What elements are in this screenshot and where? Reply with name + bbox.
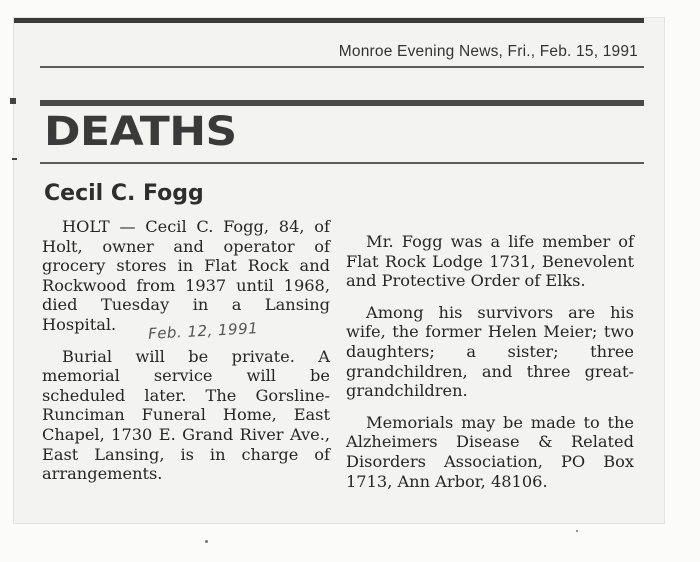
masthead: Monroe Evening News, Fri., Feb. 15, 1991: [338, 43, 638, 60]
section-title: DEATHS: [44, 108, 237, 155]
obituary-paragraph: Burial will be private. A memorial service will be scheduled later. The Gorsline-Runciman Funeral Home, East Chapel, 1730 E. Grand River Ave., East Lansing, is in charge of arrangements.: [42, 346, 330, 484]
scan-speck: [576, 530, 578, 532]
right-column: [346, 232, 634, 491]
top-rule: [14, 18, 644, 23]
section-rule: [40, 100, 644, 106]
obituary-name: Cecil C. Fogg: [44, 181, 204, 206]
obituary-paragraph: HOLT — Cecil C. Fogg, 84, of Holt, owner and operator of grocery stores in Flat Rock and Rockwood from 1937 until 1968, died Tuesday in a Lansing Hospital.: [42, 217, 330, 334]
left-column: [42, 217, 330, 484]
section-title-rule: [40, 162, 644, 164]
masthead-rule: [40, 66, 644, 68]
obituary-paragraph: Mr. Fogg was a life member of Flat Rock Lodge 1731, Benevolent and Protective Order of Elks.: [346, 232, 634, 291]
handwritten-date: Feb. 12, 1991: [147, 319, 259, 343]
scan-mark: [10, 98, 16, 104]
scan-speck: [205, 540, 208, 543]
obituary-paragraph: Among his survivors are his wife, the former Helen Meier; two daughters; a sister; three grandchildren, and three great-grandchildren.: [346, 302, 634, 401]
scan-mark: [12, 158, 17, 160]
obituary-paragraph: Memorials may be made to the Alzheimers Disease & Related Disorders Association, PO Box 1713, Ann Arbor, 48106.: [346, 412, 634, 491]
